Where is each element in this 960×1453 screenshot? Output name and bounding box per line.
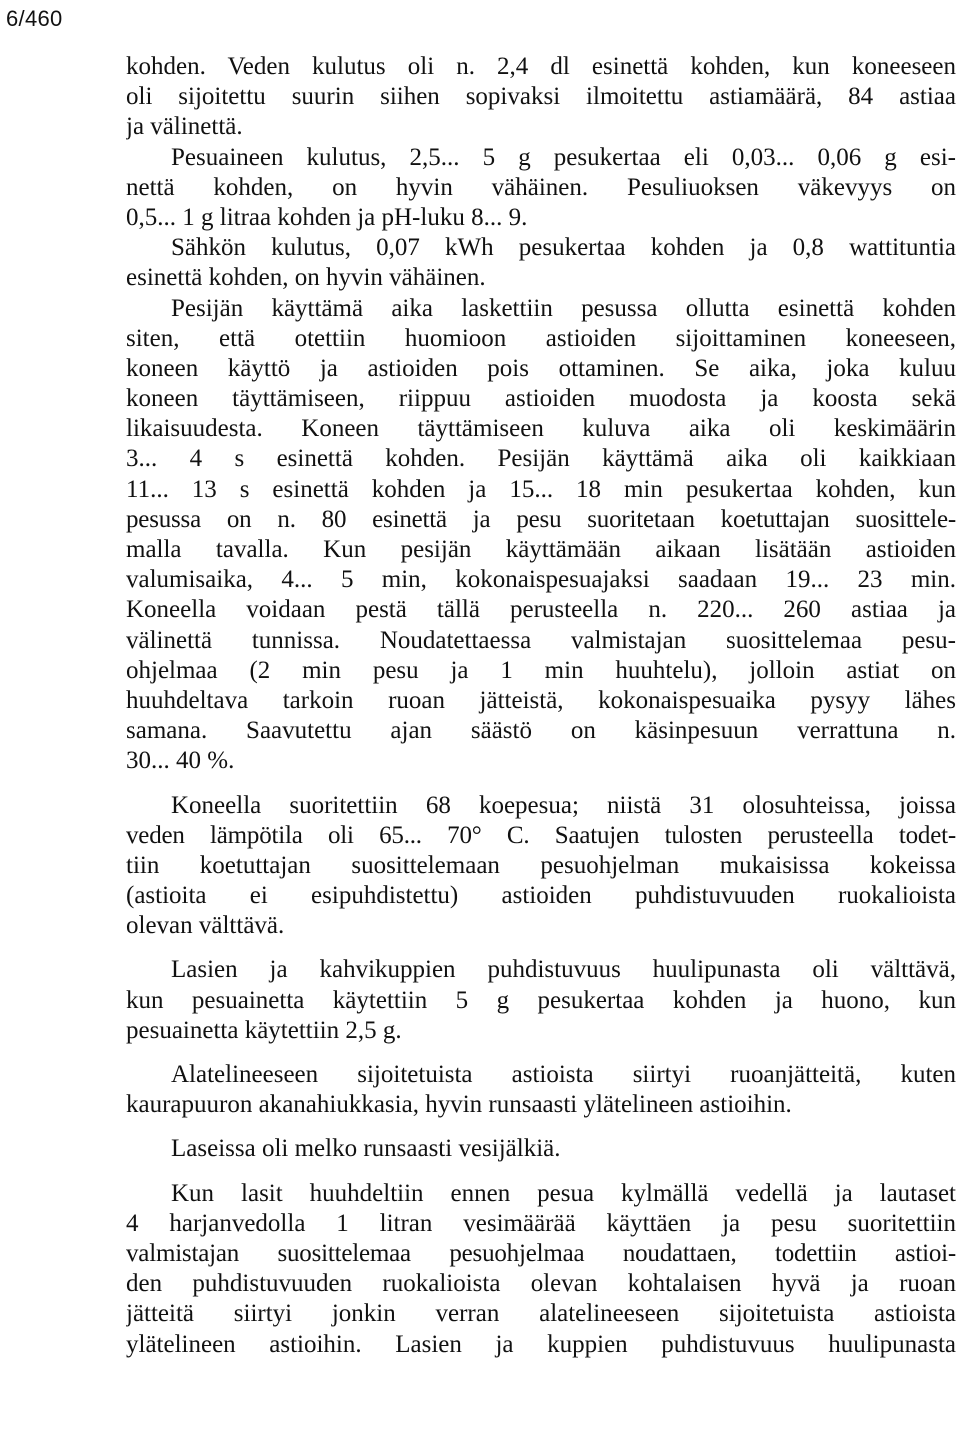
- text-line: Koneella suoritettiin 68 koepesua; niistä 31 olosuhteissa, joissa: [171, 791, 956, 819]
- paragraph-electricity-consumption: [126, 233, 956, 293]
- text-line: valmistajan suosittelemaa pesuohjelmaa noudattaen, todettiin astioi-: [126, 1239, 956, 1267]
- text-line: jätteitä siirtyi jonkin verran alatelineeseen sijoitetuista astioista: [126, 1300, 956, 1328]
- text-line: Koneella voidaan pestä tällä perusteella n. 220... 260 astiaa ja: [126, 596, 956, 624]
- text-line: 0,5... 1 g litraa kohden ja pH-luku 8... 9.: [126, 203, 528, 231]
- text-line: koneen käyttö ja astioiden pois ottaminen. Se aika, joka kuluu: [126, 354, 956, 382]
- text-line: välinettä tunnissa. Noudatettaessa valmistajan suosittelemaa pesu-: [126, 626, 956, 654]
- text-line: malla tavalla. Kun pesijän käyttämään aikaan lisätään astioiden: [126, 536, 956, 563]
- text-line: likaisuudesta. Koneen täyttämiseen kuluva aika oli keskimäärin: [126, 415, 956, 443]
- text-line: (astioita ei esipuhdistettu) astioiden puhdistuvuuden ruokalioista: [126, 882, 956, 910]
- text-line: Laseissa oli melko runsaasti vesijälkiä.: [171, 1135, 561, 1163]
- paragraph-spacer: [126, 941, 956, 955]
- paragraph-water-spots: [126, 1134, 956, 1164]
- text-line: Sähkön kulutus, 0,07 kWh pesukertaa kohden ja 0,8 wattituntia: [171, 234, 956, 262]
- text-line: siten, että otettiin huomioon astioiden sijoittaminen koneeseen,: [126, 324, 956, 352]
- paragraph-detergent-consumption: [126, 143, 956, 234]
- document-body: [126, 52, 956, 1360]
- text-line: huuhdeltava tarkoin ruoan jätteistä, kokonaispesuaika pysyy lähes: [126, 686, 956, 714]
- text-line: valumisaika, 4... 5 min, kokonaispesuajaksi saadaan 19... 23 min.: [126, 566, 956, 594]
- text-line: Kun lasit huuhdeltiin ennen pesua kylmällä vedellä ja lautaset: [171, 1179, 956, 1207]
- text-line: pesuainetta käytettiin 2,5 g.: [126, 1016, 402, 1044]
- text-line: ja välinettä.: [126, 113, 243, 141]
- paragraph-spacer: [126, 1120, 956, 1134]
- paragraph-spacer: [126, 1165, 956, 1179]
- text-line: pesussa on n. 80 esinettä ja pesu suoritetaan koetuttajan suosittele-: [126, 505, 956, 533]
- text-line: Pesijän käyttämä aika laskettiin pesussa ollutta esinettä kohden: [171, 294, 956, 322]
- text-line: den puhdistuvuuden ruokalioista olevan kohtalaisen hyvä ja ruoan: [126, 1270, 956, 1298]
- text-line: olevan välttävä.: [126, 912, 285, 940]
- page-number: 6/460: [6, 6, 63, 31]
- paragraph-spacer: [126, 1046, 956, 1060]
- text-line: veden lämpötila oli 65... 70° C. Saatujen tulosten perusteella todet-: [126, 821, 956, 849]
- text-line: koneen täyttämiseen, riippuu astioiden muodosta ja koosta sekä: [126, 385, 956, 413]
- text-line: 4 harjanvedolla 1 litran vesimäärää käyttäen ja pesu suoritettiin: [126, 1209, 956, 1237]
- paragraph-food-residue-transfer: [126, 1060, 956, 1120]
- text-line: esinettä kohden, on hyvin vähäinen.: [126, 264, 486, 292]
- text-line: samana. Saavutettu ajan säästö on käsinpesuun verrattuna n.: [126, 717, 956, 745]
- paragraph-washer-time: [126, 294, 956, 777]
- text-line: ohjelmaa (2 min pesu ja 1 min huuhtelu), jolloin astiat on: [126, 656, 956, 684]
- text-line: kun pesuainetta käytettiin 5 g pesukertaa kohden ja huono, kun: [126, 986, 956, 1014]
- text-line: Alatelineeseen sijoitetuista astioista siirtyi ruoanjätteitä, kuten: [171, 1061, 956, 1088]
- text-line: Pesuaineen kulutus, 2,5... 5 g pesukertaa eli 0,03... 0,06 g esi-: [171, 143, 956, 171]
- text-line: ylätelineen astioihin. Lasien ja kuppien puhdistuvuus huulipunasta: [126, 1330, 956, 1358]
- text-line: nettä kohden, on hyvin vähäinen. Pesuliuoksen väkevyys on: [126, 173, 956, 201]
- text-line: 3... 4 s esinettä kohden. Pesijän käyttämä aika oli kaikkiaan: [126, 445, 956, 473]
- paragraph-test-washes: [126, 791, 956, 942]
- paragraph-glass-cleanliness: [126, 955, 956, 1046]
- text-line: Lasien ja kahvikuppien puhdistuvuus huulipunasta oli välttävä,: [171, 956, 956, 984]
- paragraph-spacer: [126, 777, 956, 791]
- text-line: kaurapuuron akanahiukkasia, hyvin runsaasti ylätelineen astioihin.: [126, 1091, 792, 1119]
- text-line: kohden. Veden kulutus oli n. 2,4 dl esinettä kohden, kun koneeseen: [126, 53, 956, 80]
- text-line: tiin koetuttajan suosittelemaan pesuohjelman mukaisissa kokeissa: [126, 851, 956, 879]
- text-line: oli sijoitettu suurin siihen sopivaksi ilmoitettu astiamäärä, 84 astiaa: [126, 83, 956, 111]
- text-line: 11... 13 s esinettä kohden ja 15... 18 min pesukertaa kohden, kun: [126, 475, 956, 503]
- paragraph-prerinse-results: [126, 1179, 956, 1360]
- text-line: 30... 40 %.: [126, 747, 235, 775]
- paragraph-water-consumption: [126, 52, 956, 143]
